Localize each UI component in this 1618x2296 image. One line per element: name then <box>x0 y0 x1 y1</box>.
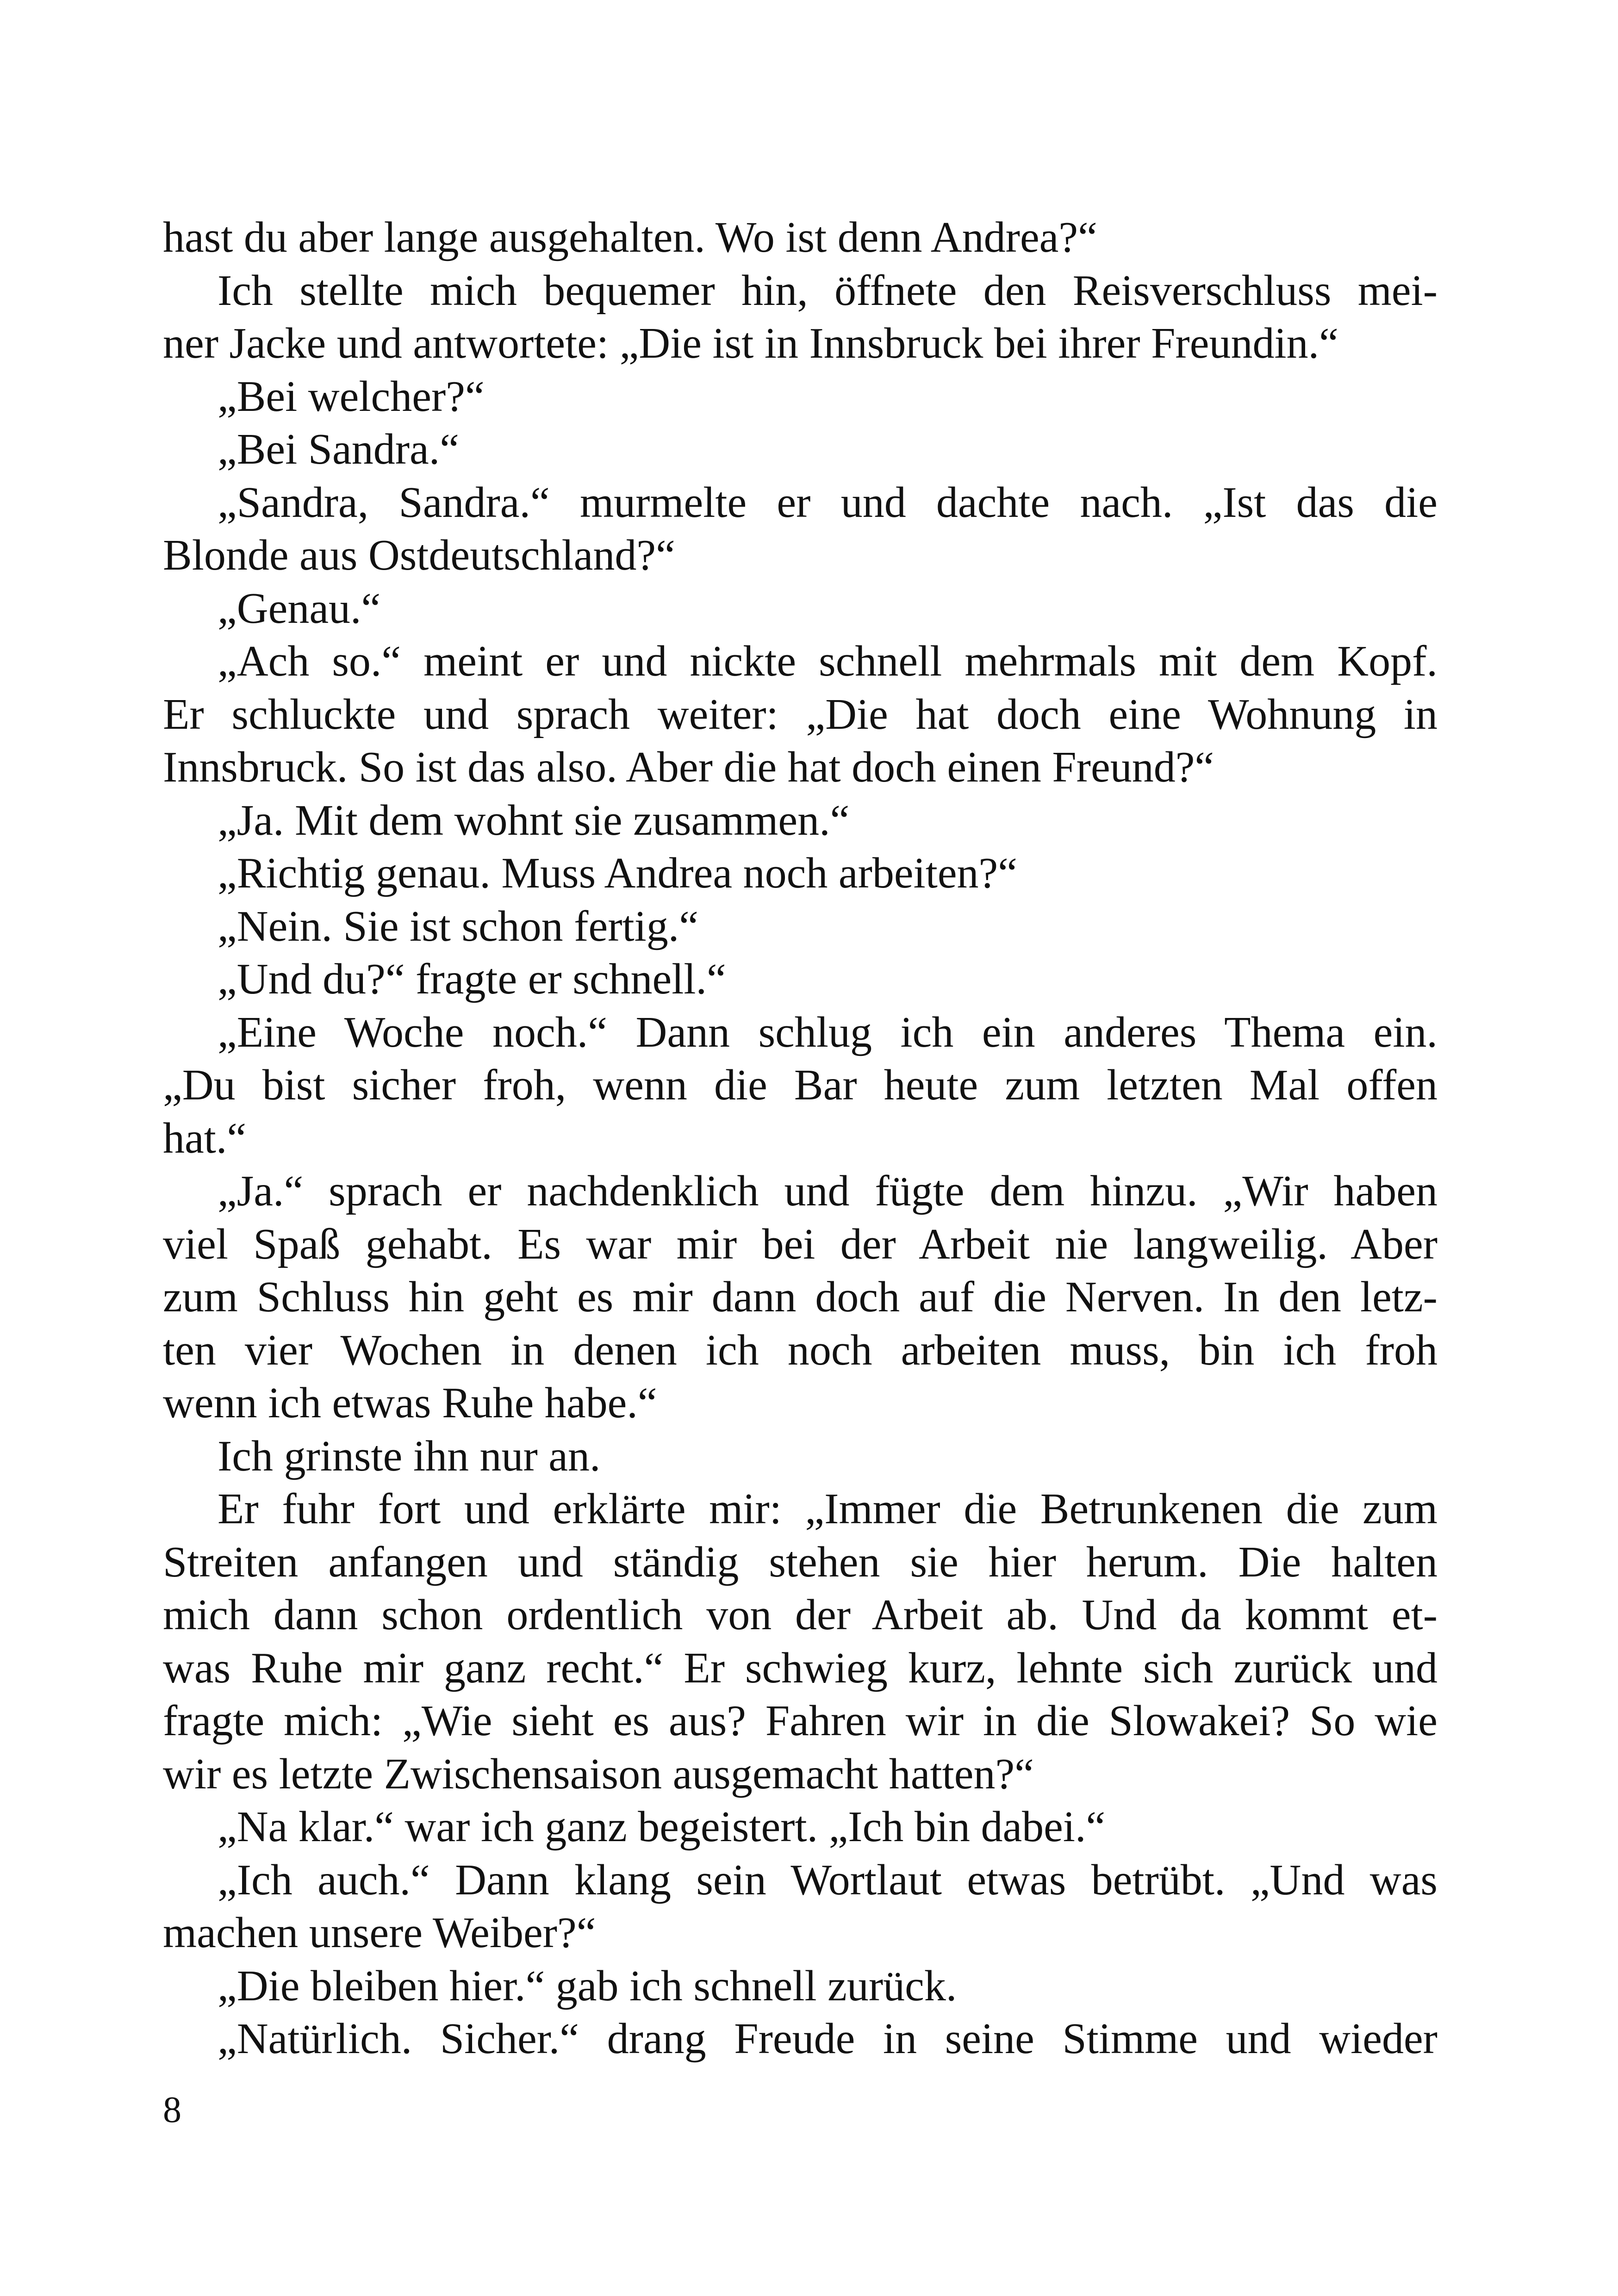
text-line: „Du bist sicher froh, wenn die Bar heute zum letzten Mal offen <box>163 1061 1438 1109</box>
text-line: Blonde aus Ostdeutschland?“ <box>163 531 675 579</box>
text-line: „Die bleiben hier.“ gab ich schnell zurück. <box>218 1961 957 2010</box>
text-line: ner Jacke und antwortete: „Die ist in Innsbruck bei ihrer Freundin.“ <box>163 319 1338 367</box>
text-line: „Und du?“ fragte er schnell.“ <box>218 955 726 1003</box>
body-text <box>163 211 1438 2066</box>
text-line: „Eine Woche noch.“ Dann schlug ich ein anderes Thema ein. <box>218 1008 1438 1056</box>
text-line: zum Schluss hin geht es mir dann doch auf die Nerven. In den letz- <box>163 1273 1438 1321</box>
text-line: „Ja. Mit dem wohnt sie zusammen.“ <box>218 796 850 844</box>
text-line: mich dann schon ordentlich von der Arbeit ab. Und da kommt et- <box>163 1591 1438 1639</box>
text-line: „Ich auch.“ Dann klang sein Wortlaut etwas betrübt. „Und was <box>218 1855 1438 1904</box>
text-line: machen unsere Weiber?“ <box>163 1909 596 1957</box>
text-line: Innsbruck. So ist das also. Aber die hat doch einen Freund?“ <box>163 743 1214 791</box>
text-line: „Bei welcher?“ <box>218 372 485 421</box>
text-line: Ich stellte mich bequemer hin, öffnete den Reisverschluss mei- <box>218 266 1438 315</box>
text-line: „Genau.“ <box>218 584 381 633</box>
text-line: Ich grinste ihn nur an. <box>218 1432 601 1480</box>
text-line: wenn ich etwas Ruhe habe.“ <box>163 1379 657 1427</box>
text-line: ten vier Wochen in denen ich noch arbeiten muss, bin ich froh <box>163 1326 1438 1374</box>
text-line: Streiten anfangen und ständig stehen sie hier herum. Die halten <box>163 1538 1438 1586</box>
text-line: Er fuhr fort und erklärte mir: „Immer die Betrunkenen die zum <box>218 1485 1438 1533</box>
text-line: viel Spaß gehabt. Es war mir bei der Arbeit nie langweilig. Aber <box>163 1220 1438 1268</box>
text-line: „Ach so.“ meint er und nickte schnell mehrmals mit dem Kopf. <box>218 637 1438 685</box>
text-line: was Ruhe mir ganz recht.“ Er schwieg kurz, lehnte sich zurück und <box>163 1644 1438 1692</box>
text-line: „Bei Sandra.“ <box>218 425 460 473</box>
page-number: 8 <box>163 2090 181 2130</box>
text-line: hat.“ <box>163 1114 247 1162</box>
text-line: hast du aber lange ausgehalten. Wo ist denn Andrea?“ <box>163 213 1097 261</box>
text-line: „Sandra, Sandra.“ murmelte er und dachte nach. „Ist das die <box>218 478 1438 527</box>
text-line: Er schluckte und sprach weiter: „Die hat doch eine Wohnung in <box>163 690 1438 738</box>
text-line: „Richtig genau. Muss Andrea noch arbeiten?“ <box>218 849 1017 897</box>
text-line: fragte mich: „Wie sieht es aus? Fahren wir in die Slowakei? So wie <box>163 1697 1438 1745</box>
text-line: „Nein. Sie ist schon fertig.“ <box>218 902 698 950</box>
text-line: „Ja.“ sprach er nachdenklich und fügte dem hinzu. „Wir haben <box>218 1167 1438 1215</box>
text-line: „Natürlich. Sicher.“ drang Freude in seine Stimme und wieder <box>218 2015 1438 2063</box>
text-line: „Na klar.“ war ich ganz begeistert. „Ich bin dabei.“ <box>218 1803 1106 1851</box>
text-line: wir es letzte Zwischensaison ausgemacht hatten?“ <box>163 1750 1034 1798</box>
